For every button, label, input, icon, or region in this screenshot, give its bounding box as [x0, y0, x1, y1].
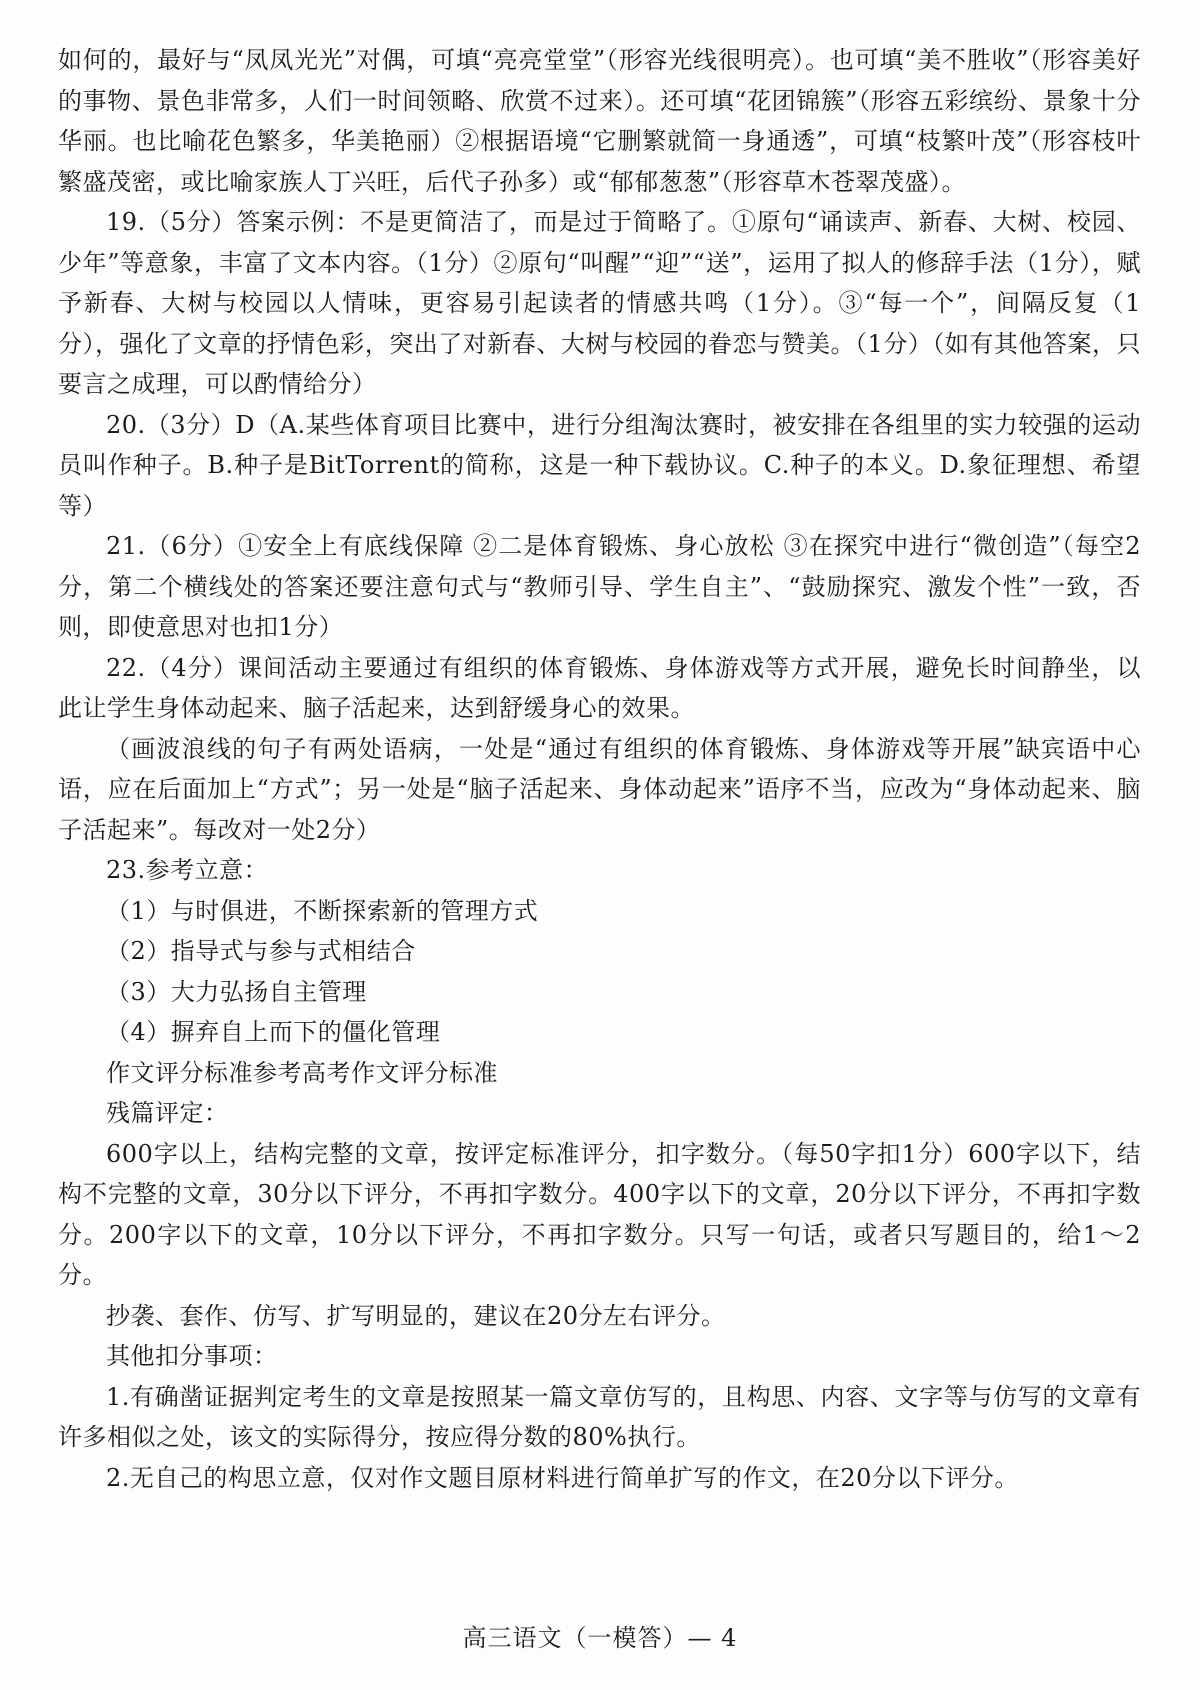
answer-key-body	[58, 40, 1141, 1498]
deduction-item-2: 2.无自己的构思立意，仅对作文题目原材料进行简单扩写的作文，在20分以下评分。	[106, 1463, 1019, 1492]
answer-23-item-3: （3）大力弘扬自主管理	[106, 977, 367, 1006]
answer-23-item-2: （2）指导式与参与式相结合	[106, 937, 416, 965]
incomplete-essay-rule: 600字以上，结构完整的文章，按评定标准评分，扣字数分。（每50字扣1分）600字以下，结构不完整的文章，30分以下评分，不再扣字数分。400字以下的文章，20分以下评分，不再扣字数分。200字以下的文章，10分以下评分，不再扣字数分。只写一句话，或者只写题目的，给1～2分。	[58, 1139, 1141, 1289]
answer-22: 22.（4分）课间活动主要通过有组织的体育锻炼、身体游戏等方式开展，避免长时间静坐，以此让学生身体动起来、脑子活起来，达到舒缓身心的效果。	[58, 653, 1141, 722]
page-footer: 高三语文（一模答）— 4	[462, 1624, 738, 1652]
plagiarism-rule: 抄袭、套作、仿写、扩写明显的，建议在20分左右评分。	[106, 1301, 726, 1330]
answer-21: 21.（6分）①安全上有底线保障 ②二是体育锻炼、身心放松 ③在探究中进行“微创造”（每空2分，第二个横线处的答案还要注意句式与“教师引导、学生自主”、“鼓励探究、激发个性”一致，否则，即使意思对也扣1分）	[58, 532, 1141, 641]
deduction-item-1: 1.有确凿证据判定考生的文章是按照某一篇文章仿写的，且构思、内容、文字等与仿写的文章有许多相似之处，该文的实际得分，按应得分数的80%执行。	[58, 1382, 1141, 1451]
answer-19: 19.（5分）答案示例：不是更简洁了，而是过于简略了。①原句“诵读声、新春、大树、校园、少年”等意象，丰富了文本内容。（1分）②原句“叫醒”“迎”“送”，运用了拟人的修辞手法（1分），赋予新春、大树与校园以人情味，更容易引起读者的情感共鸣（1分）。③“每一个”，间隔反复（1分），强化了文章的抒情色彩，突出了对新春、大树与校园的眷恋与赞美。（1分）（如有其他答案，只要言之成理，可以酌情给分）	[58, 208, 1141, 398]
other-deductions-title: 其他扣分事项：	[106, 1342, 278, 1370]
answer-20: 20.（3分）D（A.某些体育项目比赛中，进行分组淘汰赛时，被安排在各组里的实力较强的运动员叫作种子。B.种子是BitTorrent的简称，这是一种下载协议。C.种子的本义。D.象征理想、希望等）	[58, 410, 1141, 520]
answer-23-heading: 23.参考立意：	[106, 856, 269, 884]
answer-23-item-4: （4）摒弃自上而下的僵化管理	[106, 1018, 441, 1046]
essay-standard: 作文评分标准参考高考作文评分标准	[106, 1058, 498, 1087]
answer-22-note: （画波浪线的句子有两处语病，一处是“通过有组织的体育锻炼、身体游戏等开展”缺宾语中心语，应在后面加上“方式”；另一处是“脑子活起来、身体动起来”语序不当，应改为“身体动起来、脑子活起来”。每改对一处2分）	[58, 734, 1141, 844]
incomplete-essay-title: 残篇评定：	[106, 1099, 229, 1127]
answer-23-item-1: （1）与时俱进，不断探索新的管理方式	[106, 896, 539, 925]
paragraph-continuation: 如何的，最好与“凤凤光光”对偶，可填“亮亮堂堂”（形容光线很明亮）。也可填“美不胜收”（形容美好的事物、景色非常多，人们一时间领略、欣赏不过来）。还可填“花团锦簇”（形容五彩缤纷、景象十分华丽。也比喻花色繁多，华美艳丽）②根据语境“它删繁就简一身通透”，可填“枝繁叶茂”（形容枝叶繁盛茂密，或比喻家族人丁兴旺，后代子孙多）或“郁郁葱葱”（形容草木苍翠茂盛）。	[58, 46, 1141, 196]
